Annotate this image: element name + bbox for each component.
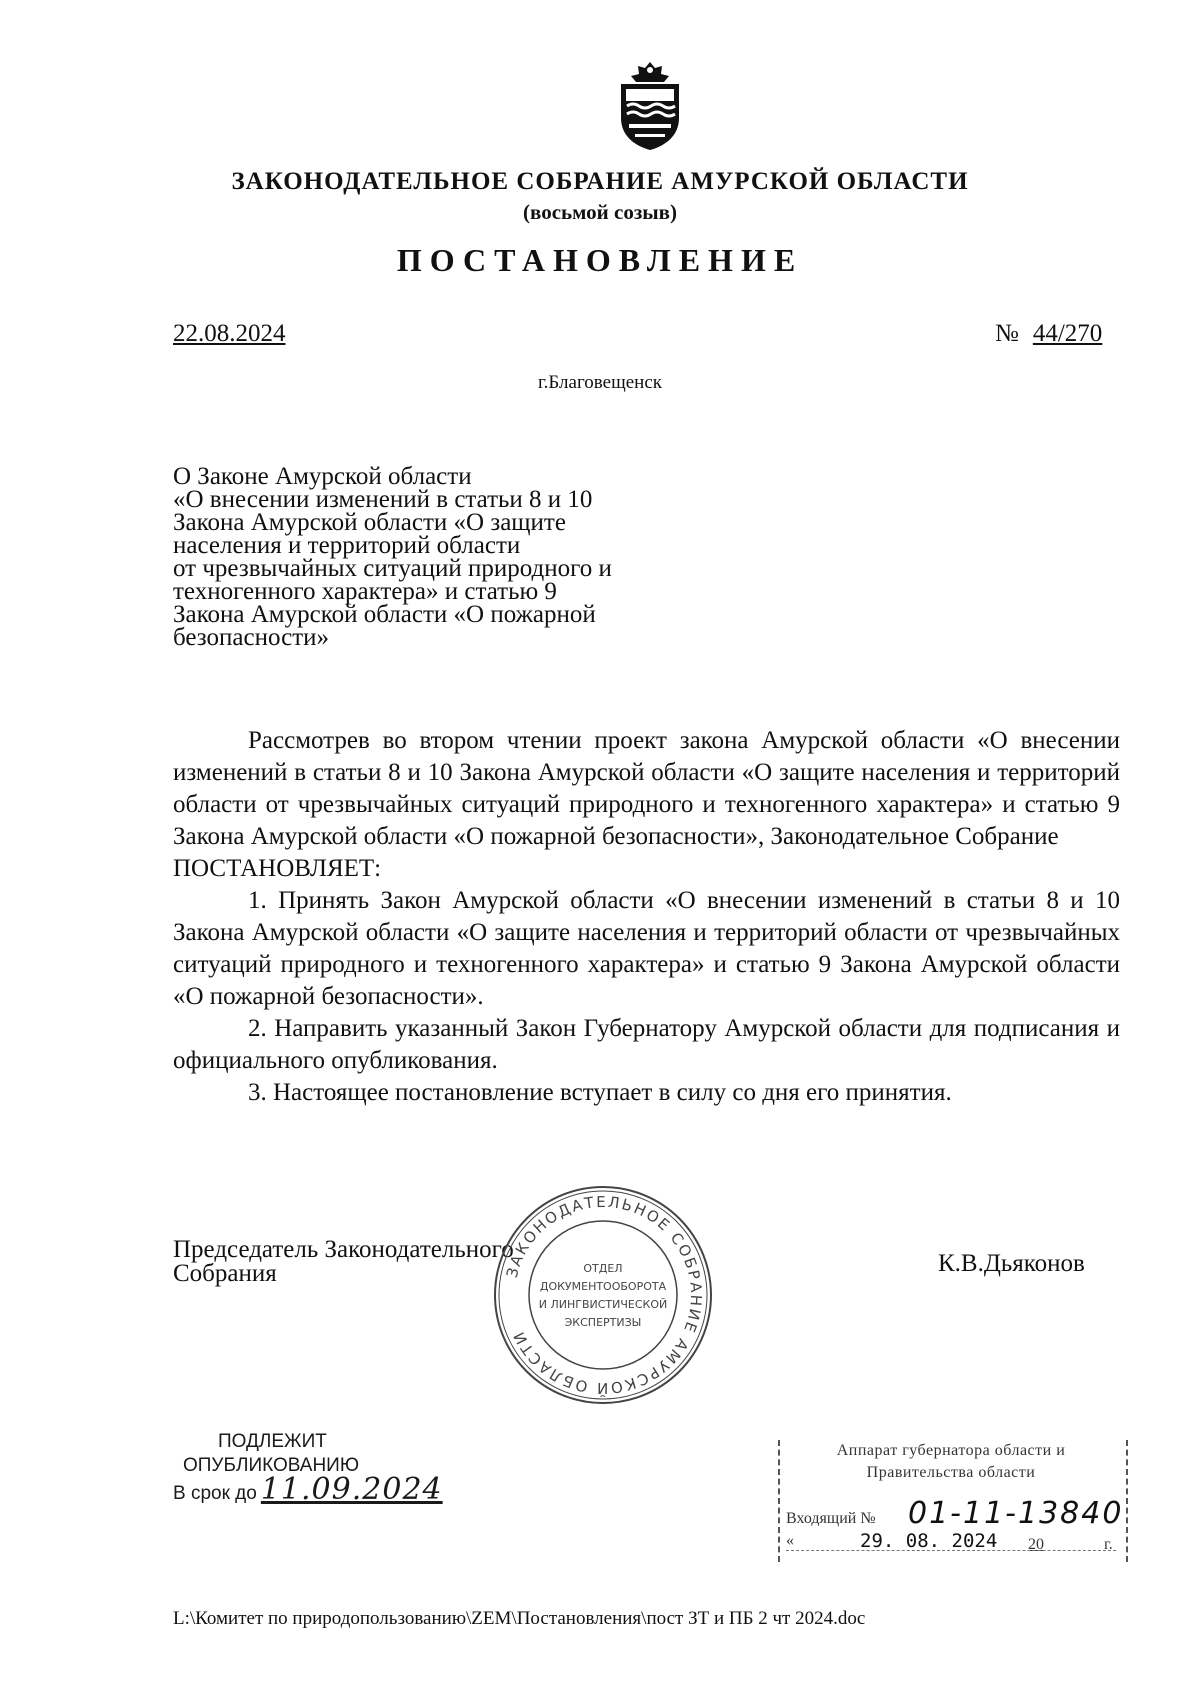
subject-line: Закона Амурской области «О защите — [173, 509, 566, 536]
item-3: 3. Настоящее постановление вступает в силу со дня его принятия. — [248, 1079, 952, 1106]
round-seal-stamp — [488, 1180, 718, 1410]
document-number — [995, 320, 1102, 348]
signatory-title — [173, 1238, 514, 1286]
publication-stamp — [173, 1430, 443, 1506]
stamp-dashed-line — [786, 1550, 1116, 1551]
preamble-paragraph: Рассмотрев во втором чтении проект закона Амурской области «О внесении изменений в статьи 8 и 10 Закона Амурской области «О защите населения и территорий области от чрезвычайных ситуаций природного и техногенного характера» и статью 9 Закона Амурской области «О пожарной безопасности», Законодательное Собрание — [173, 727, 1120, 850]
stamp-org-line: Правительства области — [866, 1464, 1036, 1481]
seal-center-line: ЭКСПЕРТИЗЫ — [564, 1316, 642, 1329]
seal-center-line: ОТДЕЛ — [583, 1262, 623, 1275]
handwritten-deadline: 11.09.2024 — [260, 1472, 443, 1507]
file-path-footer: L:\Комитет по природопользованию\ZEM\Постановления\пост ЗТ и ПБ 2 чт 2024.doc — [173, 1608, 866, 1629]
city: г.Благовещенск — [538, 372, 662, 393]
svg-text:ЗАКОНОДАТЕЛЬНОЕ СОБРАНИЕ АМУРС — [503, 1193, 705, 1398]
signatory-title-line: Председатель Законодательного — [173, 1236, 514, 1263]
subject-line: от чрезвычайных ситуаций природного и — [173, 555, 612, 582]
year-suffix: г. — [1104, 1536, 1113, 1553]
subject-line: техногенного характера» и статью 9 — [173, 578, 557, 605]
resolves-heading: ПОСТАНОВЛЯЕТ: — [173, 855, 382, 882]
coat-of-arms-icon — [615, 60, 685, 152]
subject-line: О Законе Амурской области — [173, 463, 472, 490]
publish-deadline-label: В срок до — [173, 1483, 257, 1504]
publish-line: ПОДЛЕЖИТ — [218, 1431, 327, 1452]
item-1: 1. Принять Закон Амурской области «О внесении изменений в статьи 8 и 10 Закона Амурской области «О защите населения и территорий области от чрезвычайных ситуаций природного и техногенного характера» и статью 9 Закона Амурской области «О пожарной безопасности». — [173, 887, 1120, 1010]
number-value: 44/270 — [1032, 320, 1103, 347]
seal-center-line: И ЛИНГВИСТИЧЕСКОЙ — [538, 1298, 668, 1311]
subject-line: Закона Амурской области «О пожарной — [173, 601, 596, 628]
document-date: 22.08.2024 — [173, 320, 286, 347]
subject-line: населения и территорий области — [173, 532, 521, 559]
registration-number: 01-11-13840 — [908, 1496, 1124, 1531]
subject-line: «О внесении изменений в статьи 8 и 10 — [173, 486, 593, 513]
number-sign: № — [995, 320, 1019, 347]
stamp-org-line: Аппарат губернатора области и — [836, 1442, 1066, 1459]
date-quote: « — [786, 1532, 794, 1549]
publish-line: ОПУБЛИКОВАНИЮ — [183, 1455, 360, 1476]
convocation: (восьмой созыв) — [523, 200, 677, 224]
seal-center-line: ДОКУМЕНТООБОРОТА — [539, 1280, 667, 1293]
signatory-name: К.В.Дьяконов — [938, 1250, 1085, 1277]
publish-deadline — [173, 1472, 443, 1507]
resolution-body — [173, 725, 1120, 1109]
subject-block — [173, 465, 733, 649]
incoming-label: Входящий № — [786, 1510, 876, 1527]
item-2: 2. Направить указанный Закон Губернатору Амурской области для подписания и официального опубликования. — [173, 1015, 1120, 1074]
document-type-title: ПОСТАНОВЛЕНИЕ — [396, 242, 804, 278]
seal-ring-text: ЗАКОНОДАТЕЛЬНОЕ СОБРАНИЕ АМУРСКОЙ ОБЛАСТИ — [502, 1192, 706, 1398]
organization-name: ЗАКОНОДАТЕЛЬНОЕ СОБРАНИЕ АМУРСКОЙ ОБЛАСТИ — [231, 168, 969, 195]
received-date: 29. 08. 2024 — [860, 1530, 998, 1552]
year-field: 20 — [1028, 1536, 1044, 1553]
incoming-registration-stamp — [778, 1440, 1126, 1564]
signatory-title-line: Собрания — [173, 1260, 277, 1287]
subject-line: безопасности» — [173, 624, 329, 651]
